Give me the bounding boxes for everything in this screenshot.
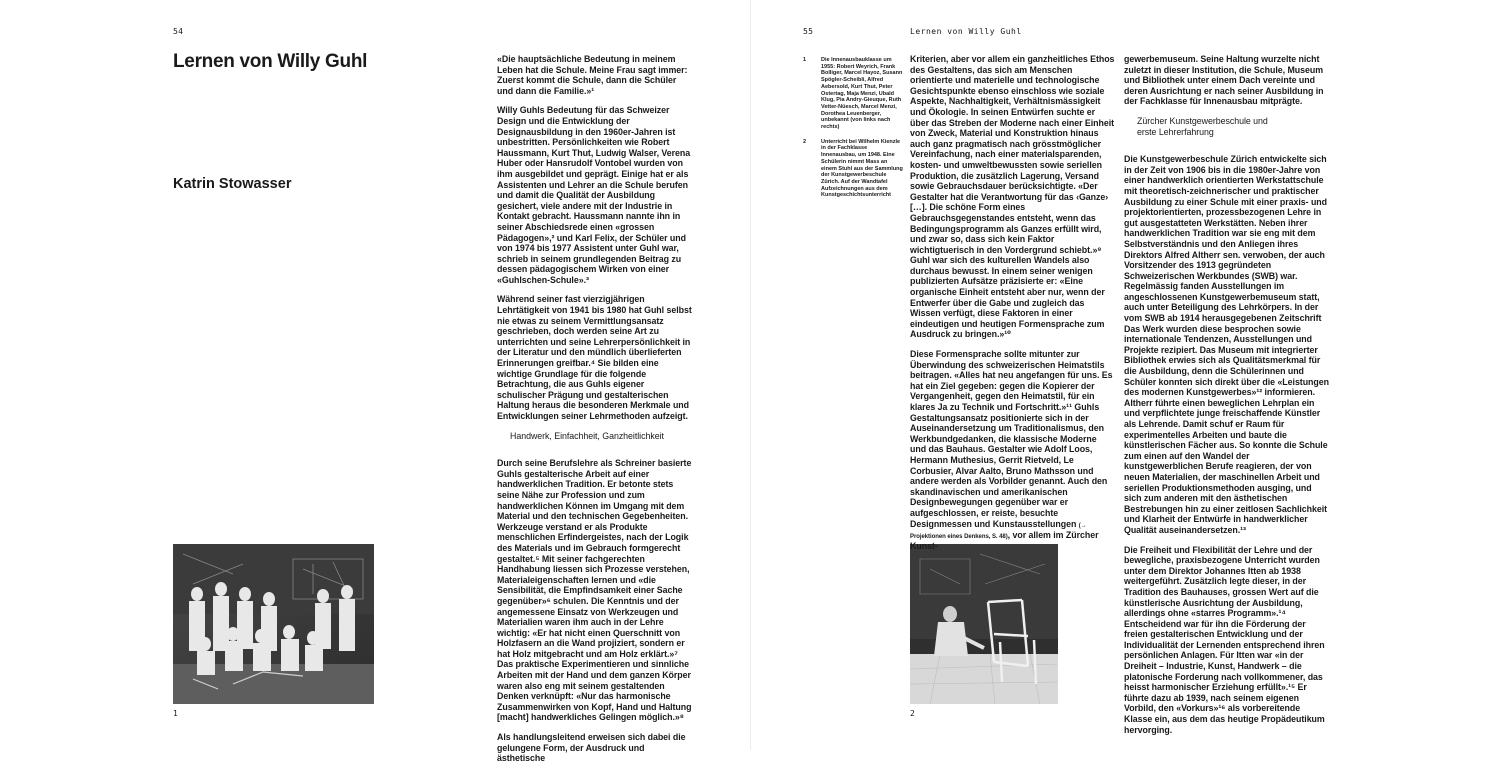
- page-number: 54: [173, 27, 184, 36]
- class-photo-image: [173, 544, 374, 704]
- epigraph-quote: «Die hauptsächliche Bedeutung in meinem Leben hat die Schule. Meine Frau sagt immer: Zuerst kommt die Schule, dann die Schüler und dann die Familie.»¹: [497, 54, 688, 96]
- left-page: [0, 0, 750, 764]
- right-text-column-1: [910, 54, 1115, 561]
- page-number: 55: [803, 27, 814, 36]
- paragraph: Kriterien, aber vor allem ein ganzheitliches Ethos des Gestaltens, das sich am Menschen orientierte und materielle und technologische Gesichtspunkte ebenso einschloss wie soziale Aspekte, Nachhaltigkeit, Verhältnismässigkeit und Ökologie. In seinen Entwürfen suchte er über das Streben der Moderne nach einer Einheit von Zweck, Material und Konstruktion hinaus auch ganz pragmatisch nach grösstmöglicher Vereinfachung, nach einer materialsparenden, kosten- und umweltbewussten sowie seriellen Produktion, die zusätzlich Lagerung, Versand sowie Gebrauchsdauer berücksichtigte. «Der Gestalter hat die Verantwortung für das ‹Ganze› […]. Die schöne Form eines Gebrauchsgegenstandes entsteht, wenn das Bedingungsprogramm als Ganzes erfüllt wird, und zwar so, dass sich kein Faktor wichtigtuerisch in den Vordergrund schiebt.»⁹ Guhl war sich des kulturellen Wandels also durchaus bewusst. In einem seiner wenigen publizierten Aufsätze präzisierte er: «Eine organische Einheit entsteht aber nur, wenn der Entwerfer über die Gabe und zugleich das Wissen verfügt, diese Faktoren in einer eindeutigen und heutigen Formensprache zum Ausdruck zu bringen.»¹⁰: [910, 54, 1115, 340]
- figure-number: 1: [173, 709, 178, 718]
- caption-number: 1: [803, 57, 807, 63]
- section-heading-line: erste Lehrerfahrung: [1137, 126, 1214, 137]
- caption-text: Die Innenausbauklasse um 1955: Robert Weyrich, Frank Bolliger, Marcel Hayoz, Susann Spögler-Scheibli, Alfred Aebersold, Kurt Thut, Peter Ostertag, Maja Menzi, Ubald Klug, Pia Andry-Gieuque, Ruth Vetter-Nüesch, Marcel Menzi, Dorothea Leuenberger, unbekannt (von links nach rechts): [821, 57, 903, 131]
- running-title: Lernen von Willy Guhl: [910, 27, 1022, 36]
- cross-reference: (→ Projektionen eines Denkens, S. 48): [910, 522, 1087, 540]
- article-title: Lernen von Willy Guhl: [173, 51, 368, 72]
- paragraph-text: Diese Formensprache sollte mitunter zur Überwindung des schweizerischen Heimatstils beitragen. «Alles hat neu angefangen für uns. Es hat ein Ziel gegeben: gegen die Kopierer der Vergangenheit, gegen den Heimatstil, für ein klares Ja zu Technik und Fortschritt.»¹¹ Guhls Gestaltungsansatz positionierte sich in der Auseinandersetzung um Traditionalismus, den Werkbundgedanken, die klassische Moderne und das Bauhaus. Gestalter wie Adolf Loos, Hermann Muthesius, Gerrit Rietveld, Le Corbusier, Alvar Aalto, Bruno Mathsson und andere werden als Vorbilder genannt. Auch den skandinavischen und amerikanischen Designbewegungen gegenüber war er aufgeschlossen, er reiste, besuchte Designmessen und Kunstausstellungen: [910, 349, 1113, 529]
- article-author: Katrin Stowasser: [173, 176, 292, 192]
- figure-caption: [803, 57, 903, 131]
- section-heading: Handwerk, Einfachheit, Ganzheitlichkeit: [510, 430, 664, 441]
- caption-text: Unterricht bei Wilhelm Kienzle in der Fachklasse Innenausbau, um 1948. Eine Schülerin nimmt Mass an einem Stuhl aus der Sammlung der Kunstgewerbeschule Zürich. Auf der Wandtafel Aufzeichnungen aus dem Kunstgeschichtsunterricht: [821, 138, 903, 199]
- caption-number: 2: [803, 138, 807, 145]
- paragraph: Die Freiheit und Flexibilität der Lehre und der bewegliche, praxisbezogene Unterricht wurden unter dem Direktor Johannes Itten ab 1938 weitergeführt. Zusätzlich legte dieser, in der Tradition des Bauhauses, grossen Wert auf die künstlerische Ausrichtung der Ausbildung, allerdings ohne «starres Programm».¹⁴ Entscheidend war für ihn die Förderung der freien gestalterischen Entwicklung und der Individualität der Lernenden entsprechend ihren persönlichen Anlagen. Für Itten war «in der Dreiheit – Industrie, Kunst, Handwerk – die platonische Forderung nach vollkommener, das heisst harmonischer Erziehung erfüllt».¹⁵ Er führte dazu ab 1939, nach seinem eigenen Vorbild, den «Vorkurs»¹⁶ als vorbereitende Klasse ein, aus dem das heutige Propädeutikum hervorging.: [1124, 544, 1325, 735]
- paragraph: gewerbemuseum. Seine Haltung wurzelte nicht zuletzt in dieser Institution, die Schule, Museum und Bibliothek unter einem Dach vereinte und deren Ausrichtung er nach seiner Ausbildung in der Fachklasse für Innenausbau mitprägte.: [1124, 54, 1324, 107]
- paragraph: Als handlungsleitend erweisen sich dabei die gelungene Form, der Ausdruck und ästhetische: [497, 732, 686, 764]
- section-heading: [1137, 116, 1329, 137]
- figure-captions: [803, 57, 903, 207]
- left-text-column: [497, 54, 693, 773]
- paragraph-text: , vor allem im Zürcher Kunst-: [910, 529, 1099, 551]
- workshop-photo-image: [910, 544, 1058, 704]
- paragraph: Durch seine Berufslehre als Schreiner basierte Guhls gestalterische Arbeit auf einer handwerklichen Tradition. Er betonte stets seine Nähe zur Profession und zum handwerklichen Können im Umgang mit dem Material und den technischen Gegebenheiten. Werkzeuge verstand er als Produkte menschlichen Erfindergeistes, nach der Logik des Materials und im Gebrauch formgerecht gestaltet.⁵ Mit seiner fachgerechten Handhabung liessen sich Prozesse verstehen, Materialeigenschaften lernen und «die Sensibilität, die Empfindsamkeit einer Sache gegenüber»⁶ schulen. Die Kenntnis und der angemessene Einsatz von Werkzeugen und Materialien waren ihm auch in der Lehre wichtig: «Er hat nicht einen Querschnitt von Holzfasern an die Wand projiziert, sondern er hat Holz mitgebracht und am Holz erklärt.»⁷ Das praktische Experimentieren und sinnliche Arbeiten mit der Hand und dem ganzen Körper waren also eng mit seinem gestaltenden Denken verknüpft: «Nur das harmonische Zusammenwirken von Kopf, Hand und Haltung [macht] handwerkliches Gelingen möglich.»⁸: [497, 458, 692, 723]
- paragraph: [910, 349, 1115, 552]
- right-text-column-2: [1124, 54, 1329, 744]
- paragraph: Während seiner fast vierzigjährigen Lehrtätigkeit von 1941 bis 1980 hat Guhl selbst nie etwas zu seinem Vermittlungsansatz geschrieben, doch werden seine Art zu unterrichten und seine Lehrerpersönlichkeit in der Literatur und den mündlich überlieferten Erinnerungen greifbar.⁴ Sie bilden eine wichtige Grundlage für die folgende Betrachtung, die aus Guhls eigener schulischer Prägung und gestalterischen Haltung heraus die besonderen Merkmale und Entwicklungen seiner Lehrmethoden aufzeigt.: [497, 294, 692, 421]
- paragraph: Die Kunstgewerbeschule Zürich entwickelte sich in der Zeit von 1906 bis in die 1980er-Jahre von einer handwerklich orientierten Werkstattschule mit theoretisch-zeichnerischer und praktischer Ausbildung zu einer Schule mit einer praxis- und projektorientierten, prozessbezogenen Lehre in gut ausgestatteten Werkstätten. Neben ihrer handwerklichen Tradition war sie eng mit dem Selbstverständnis und den Anliegen ihres Direktors Alfred Altherr sen. verwoben, der auch Vorsitzender des 1913 gegründeten Schweizerischen Werkbundes (SWB) war. Regelmässig fanden Ausstellungen im angeschlossenen Kunstgewerbemuseum statt, auch unter Beteiligung des Lehrkörpers. In der vom SWB ab 1914 herausgegebenen Zeitschrift Das Werk wurden diese besprochen sowie internationale Tendenzen, Ausstellungen und Projekte rezipiert. Das Museum mit integrierter Bibliothek erwies sich als Qualitätsmerkmal für die Ausbildung, denn die Schülerinnen und Schüler konnten sich direkt über die «Leistungen des modernen Kunstgewerbes»¹² informieren. Altherr führte einen beweglichen Lehrplan ein und verpflichtete junge freischaffende Künstler als Lehrende. Damit schuf er Raum für experimentelles Arbeiten und baute die künstlerischen Fächer aus. So konnte die Schule zum einen auf den Wandel der kunstgewerblichen Berufe reagieren, der von neuen Materialien, der maschinellen Arbeit und seriellen Produktionsmethoden ausging, und sich zum anderen mit den ästhetischen Bestrebungen hin zu einer zeitlosen Sachlichkeit und Klarheit der Entwürfe in handwerklicher Qualität auseinandersetzen.¹³: [1124, 154, 1329, 535]
- workshop-photo: [910, 544, 1058, 704]
- paragraph: Willy Guhls Bedeutung für das Schweizer Design und die Entwicklung der Designausbildung in den 1960er-Jahren ist unbestritten. Persönlichkeiten wie Robert Haussmann, Kurt Thut, Ludwig Walser, Verena Huber oder Hansrudolf Vontobel wurden von ihm ausgebildet und geprägt. Einige hat er als Assistenten und Lehrer an die Schule berufen und damit die Qualität der Ausbildung gesichert, viele andere mit der Industrie in Kontakt gebracht. Haussmann nannte ihn in seiner Abschiedsrede einen «grossen Pädagogen»,² und Karl Felix, der Schüler und von 1974 bis 1977 Assistent unter Guhl war, schrieb in seinem grundlegenden Beitrag zu dessen pädagogischem Wirken von einer «Guhlschen-Schule».³: [497, 105, 691, 285]
- figure-caption: [803, 139, 903, 199]
- class-photo: [173, 544, 374, 704]
- section-heading-line: Zürcher Kunstgewerbeschule und: [1137, 115, 1268, 126]
- figure-number: 2: [910, 709, 915, 718]
